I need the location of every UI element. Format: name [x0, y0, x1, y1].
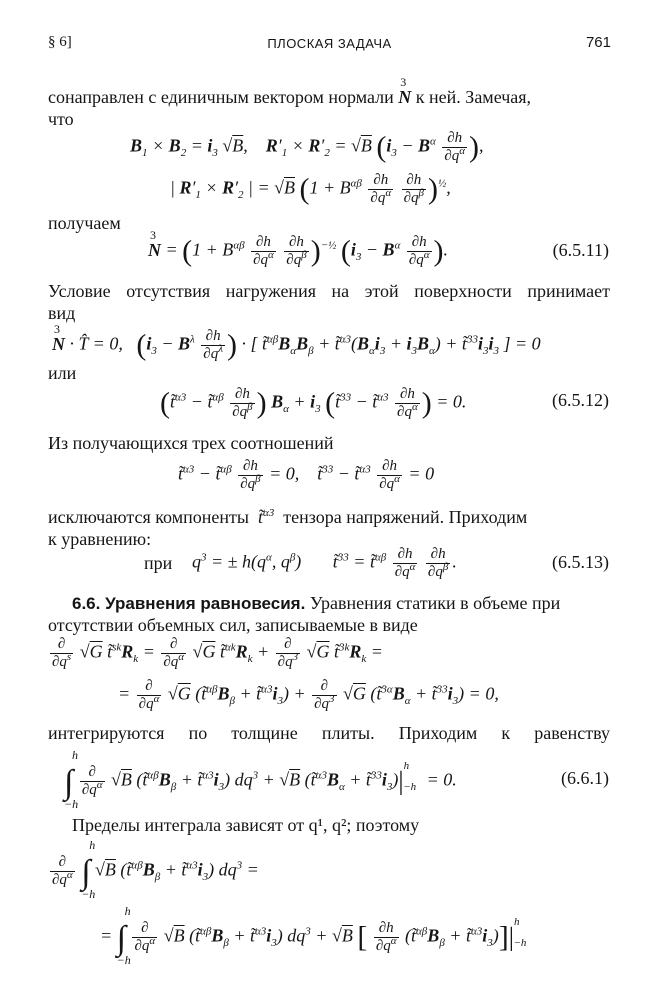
equation-leibniz-expansion: = h ∫ −h $\frac{\partial}{\partial q^\alpha}$ √B ($t̃^{\alpha\beta}B_\beta$ + $t̃^{\alpha 3}i_3$) $dq^3 + √B$ [ $\frac{\partial h}{\partial q^\alpha}$ ($t̃^{\alpha\beta}B_\beta$ + $t̃^{\alpha 3}i_3)]|^h_{-h}$ [100, 903, 527, 968]
paragraph-line: получаем [48, 213, 121, 233]
equation-6-5-13: $q^3$ = ± $h(q^\alpha$, $q^\beta$) t̃$^{33}$ = t̃$^{\alpha\beta}$ $\frac{\partial h}{\partial q^\alpha}$ $\frac{\partial h}{\partial q^\beta}$ . [192, 546, 457, 580]
equation-number: (6.6.1) [561, 768, 609, 788]
paragraph-line: отсутствии объемных сил, записываемые в виде [48, 615, 418, 635]
section-marker: § 6] [48, 34, 72, 50]
paragraph-line: исключаются компоненты t̃$^{\alpha 3}$ тензора напряжений. Приходим [48, 507, 528, 527]
equation-6-5-11: 3 $N = (1 + B^{\alpha\beta}$ $\frac{\partial h}{\partial q^\alpha}$ $\frac{\partial h}{\partial q^\beta}$ )$^{-\frac{1}{2}}$ ($i_3 - B^\alpha$ $\frac{\partial h}{\partial q^\alpha}$ ). [148, 227, 449, 268]
paragraph-line: или [48, 363, 77, 383]
equation-cross-magnitude: | $R'_1 \times R'_2$ | = √B ($1 + B^{\alpha\beta}$ $\frac{\partial h}{\partial q^\alpha}$ $\frac{\partial h}{\partial q^\beta}$ )$^{\frac{1}{2}}$, [170, 172, 451, 206]
paragraph-line: вид [48, 303, 76, 323]
page-number: 761 [585, 34, 611, 51]
equation-three-relations: t̃$^{\alpha 3}$ − t̃$^{\alpha\beta}$ $\frac{\partial h}{\partial q^\beta}$ = 0, t̃$^{33}$ − t̃$^{\alpha 3}$ $\frac{\partial h}{\partial q^\alpha}$ = 0 [178, 458, 435, 492]
equation-number: (6.5.13) [552, 552, 609, 572]
equation-number: (6.5.12) [552, 390, 609, 410]
equation-statics-2: = $\frac{\partial}{\partial q^\alpha}$ √G ($t̃^{\alpha\beta}B_\beta$ + $t̃^{\alpha 3}i_3$) + $\frac{\partial}{\partial q^3}$ √G ($t̃^{3\alpha}B_\alpha$ + $t̃^{33}i_3) = 0$, [118, 678, 499, 712]
paragraph-line: Пределы интеграла зависят от q¹, q²; поэтому [72, 815, 420, 835]
paragraph-line: Условие отсутствия нагружения на этой поверхности принимает [48, 281, 610, 301]
equation-statics-1: $\frac{\partial}{\partial q^s}$ √G $t̃^{sk}R_k$ = $\frac{\partial}{\partial q^\alpha}$ √G $t̃^{\alpha k}R_k$ + $\frac{\partial}{\partial q^3}$ √G $t̃^{3k}R_k$ = [52, 636, 383, 670]
paragraph-line: что [48, 109, 74, 129]
running-title: ПЛОСКАЯ ЗАДАЧА [267, 36, 392, 51]
equation-6-6-1: h ∫ −h $\frac{\partial}{\partial q^\alpha}$ √B ($t̃^{\alpha\beta}B_\beta$ + $t̃^{\alpha 3}i_3$) $dq^3 + √B$ ($t̃^{\alpha 3}B_\alpha$ + $t̃^{33}i_3)|^h_{-h} = 0$. [64, 747, 457, 812]
section-heading-line: 6.6. Уравнения равновесия. Уравнения статики в объеме при [72, 593, 561, 613]
paragraph-line: Из получающихся трех соотношений [48, 433, 334, 453]
equation-6-5-12: (t̃$^{\alpha 3}$ − t̃$^{\alpha\beta}$ $\frac{\partial h}{\partial q^\beta}$ ) $B_\alpha + i_3$ (t̃$^{33}$ − t̃$^{\alpha 3}$ $\frac{\partial h}{\partial q^\alpha}$ ) = 0. [160, 386, 467, 420]
equation-number: (6.5.11) [552, 240, 609, 260]
paragraph-line: сонаправлен с единичным вектором нормали 3 N к ней. Замечая, [48, 75, 532, 107]
section-title: 6.6. Уравнения равновесия. [72, 594, 306, 613]
normal-vector-symbol: 3 N [398, 75, 412, 107]
equation-cross-products: $B_1 \times B_2 = i_3$ √B, $R'_1 \times R'_2 = √B$ ($i_3 - B^\alpha$ $\frac{\partial h}{\partial q^\alpha}$ ), [130, 130, 484, 164]
paragraph-line: при [144, 553, 173, 573]
equation-derivative-integral: $\frac{\partial}{\partial q^\alpha}$ h ∫ −h √B ($t̃^{\alpha\beta}B_\beta$ + $t̃^{\alpha 3}i_3$) $dq^3$ = [52, 837, 259, 902]
equation-traction-free: 3 N · T̂ = 0, ($i_3 - B^\lambda$ $\frac{\partial h}{\partial q^\lambda}$ ) · [ $t̃^{\alpha\beta}B_\alpha B_\beta$ + $t̃^{\alpha 3}(B_\alpha i_3 + i_3B_\alpha)$ + $t̃^{33}i_3i_3$ ] = 0 [52, 321, 541, 362]
paragraph-line: к уравнению: [48, 529, 152, 549]
paragraph-line: интегрируются по толщине плиты. Приходим к равенству [48, 723, 610, 743]
